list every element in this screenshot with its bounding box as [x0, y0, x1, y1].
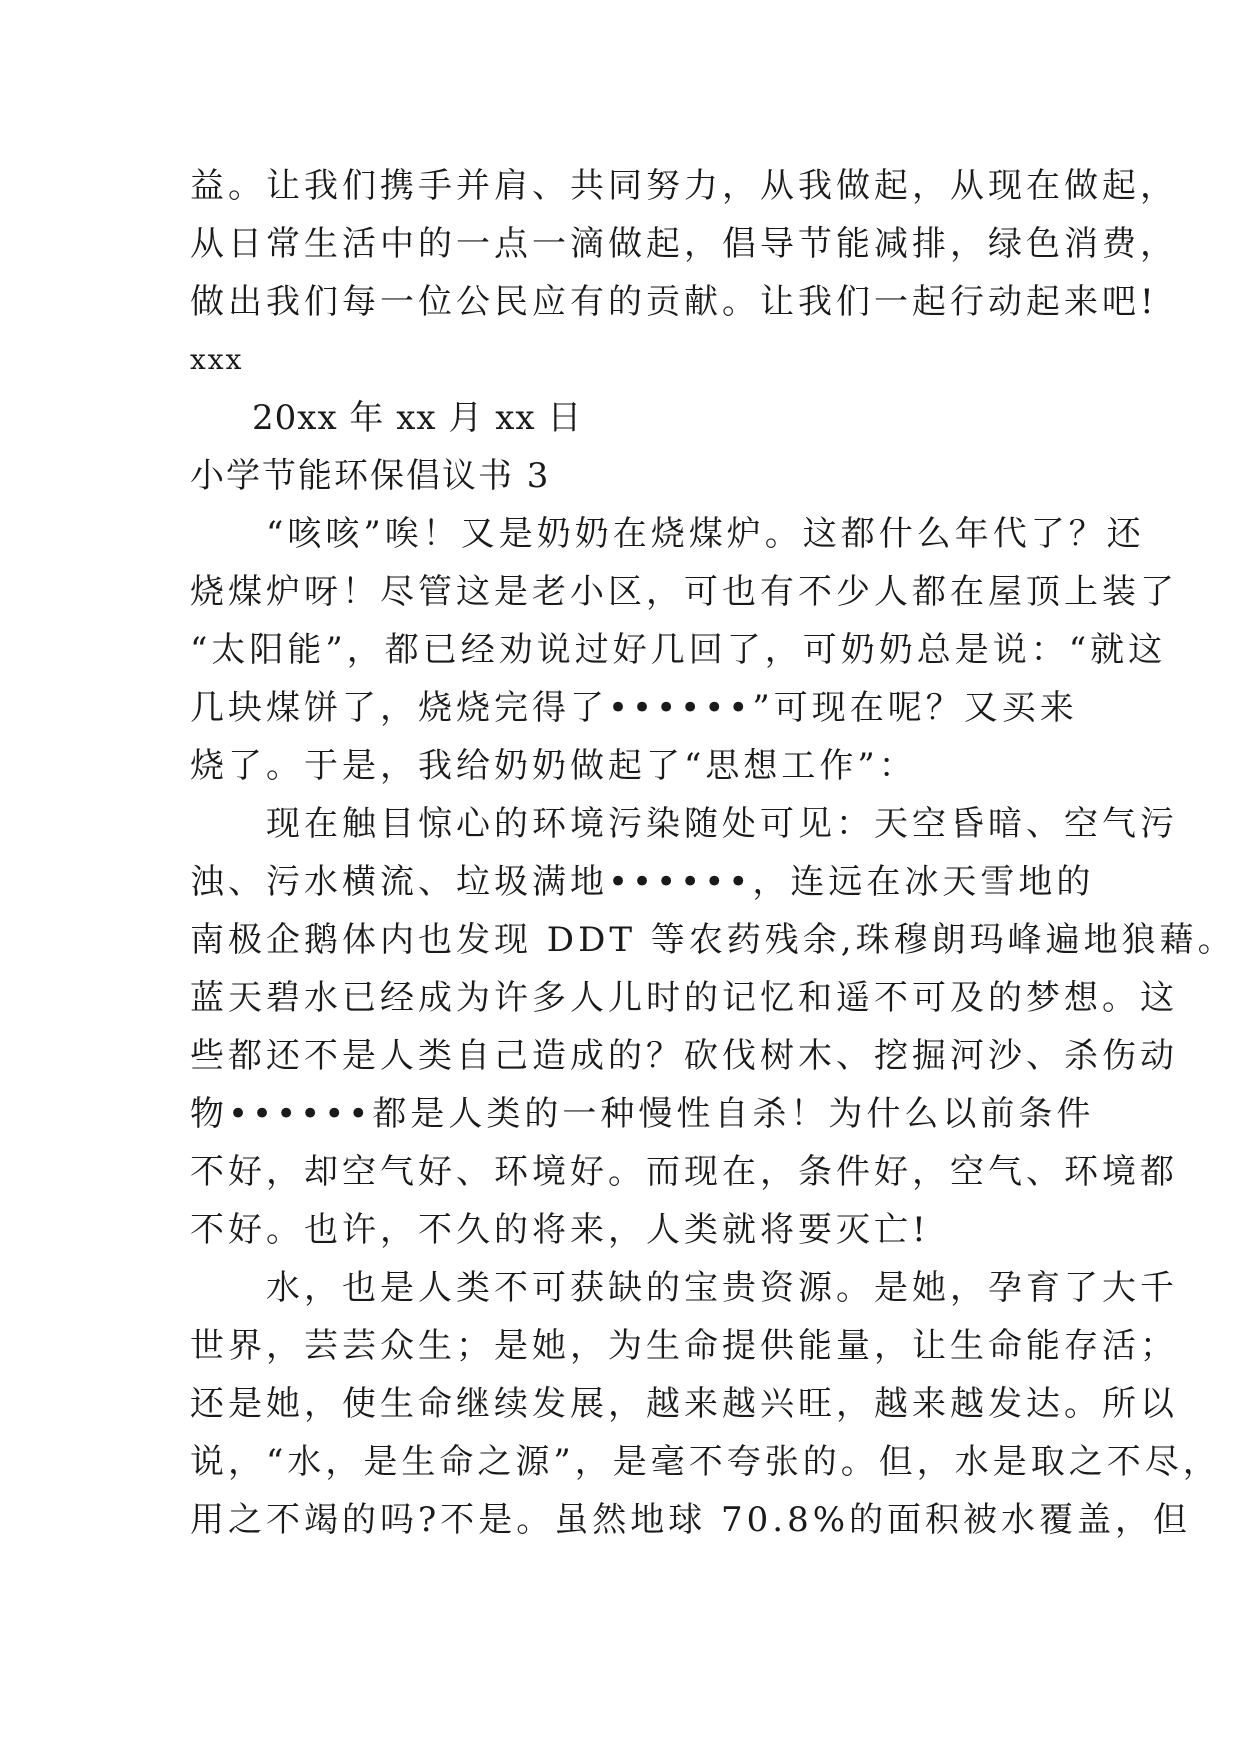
signature: xxx: [190, 343, 244, 376]
paragraph-3: [190, 1259, 1221, 1549]
text-line: 水，也是人类不可获缺的宝贵资源。是她，孕育了大千: [190, 1268, 1178, 1308]
text-line: 浊、污水横流、垃圾满地••••••，连远在冰天雪地的: [190, 862, 1095, 902]
paragraph-1: [190, 505, 1178, 795]
text-line: 不好。也许，不久的将来，人类就将要灭亡!: [190, 1210, 930, 1250]
paragraph-2: [190, 795, 1236, 1259]
document-body: [190, 157, 1236, 1549]
text-line: 还是她，使生命继续发展，越来越兴旺，越来越发达。所以: [190, 1384, 1178, 1424]
closing-paragraph: [190, 157, 1178, 331]
section-title: 小学节能环保倡议书 3: [190, 456, 551, 496]
text-line: “咳咳”唉！又是奶奶在烧煤炉。这都什么年代了？还: [190, 514, 1145, 554]
text-line: 世界，芸芸众生；是她，为生命提供能量，让生命能存活；: [190, 1326, 1178, 1366]
text-line: “太阳能”，都已经劝说过好几回了，可奶奶总是说：“就这: [190, 630, 1167, 670]
text-line: 说，“水，是生命之源”，是毫不夸张的。但，水是取之不尽，: [190, 1442, 1221, 1482]
text-line: 做出我们每一位公民应有的贡献。让我们一起行动起来吧!: [190, 282, 1158, 322]
text-line: 物••••••都是人类的一种慢性自杀！为什么以前条件: [190, 1094, 1095, 1134]
date-line: 20xx 年 xx 月 xx 日: [252, 398, 583, 438]
text-line: 烧了。于是，我给奶奶做起了“思想工作”：: [190, 746, 917, 786]
text-line: 益。让我们携手并肩、共同努力，从我做起，从现在做起，: [190, 166, 1178, 206]
text-line: 不好，却空气好、环境好。而现在，条件好，空气、环境都: [190, 1152, 1178, 1192]
text-line: 南极企鹅体内也发现 DDT 等农药残余,珠穆朗玛峰遍地狼藉。: [190, 920, 1236, 960]
text-line: 现在触目惊心的环境污染随处可见：天空昏暗、空气污: [190, 804, 1178, 844]
text-line: 从日常生活中的一点一滴做起，倡导节能减排，绿色消费，: [190, 224, 1178, 264]
text-line: 烧煤炉呀！尽管这是老小区，可也有不少人都在屋顶上装了: [190, 572, 1178, 612]
text-line: 几块煤饼了，烧烧完得了••••••”可现在呢？又买来: [190, 688, 1078, 728]
text-line: 用之不竭的吗?不是。虽然地球 70.8%的面积被水覆盖，但: [190, 1500, 1192, 1540]
text-line: 些都还不是人类自己造成的？砍伐树木、挖掘河沙、杀伤动: [190, 1036, 1178, 1076]
text-line: 蓝天碧水已经成为许多人儿时的记忆和遥不可及的梦想。这: [190, 978, 1178, 1018]
